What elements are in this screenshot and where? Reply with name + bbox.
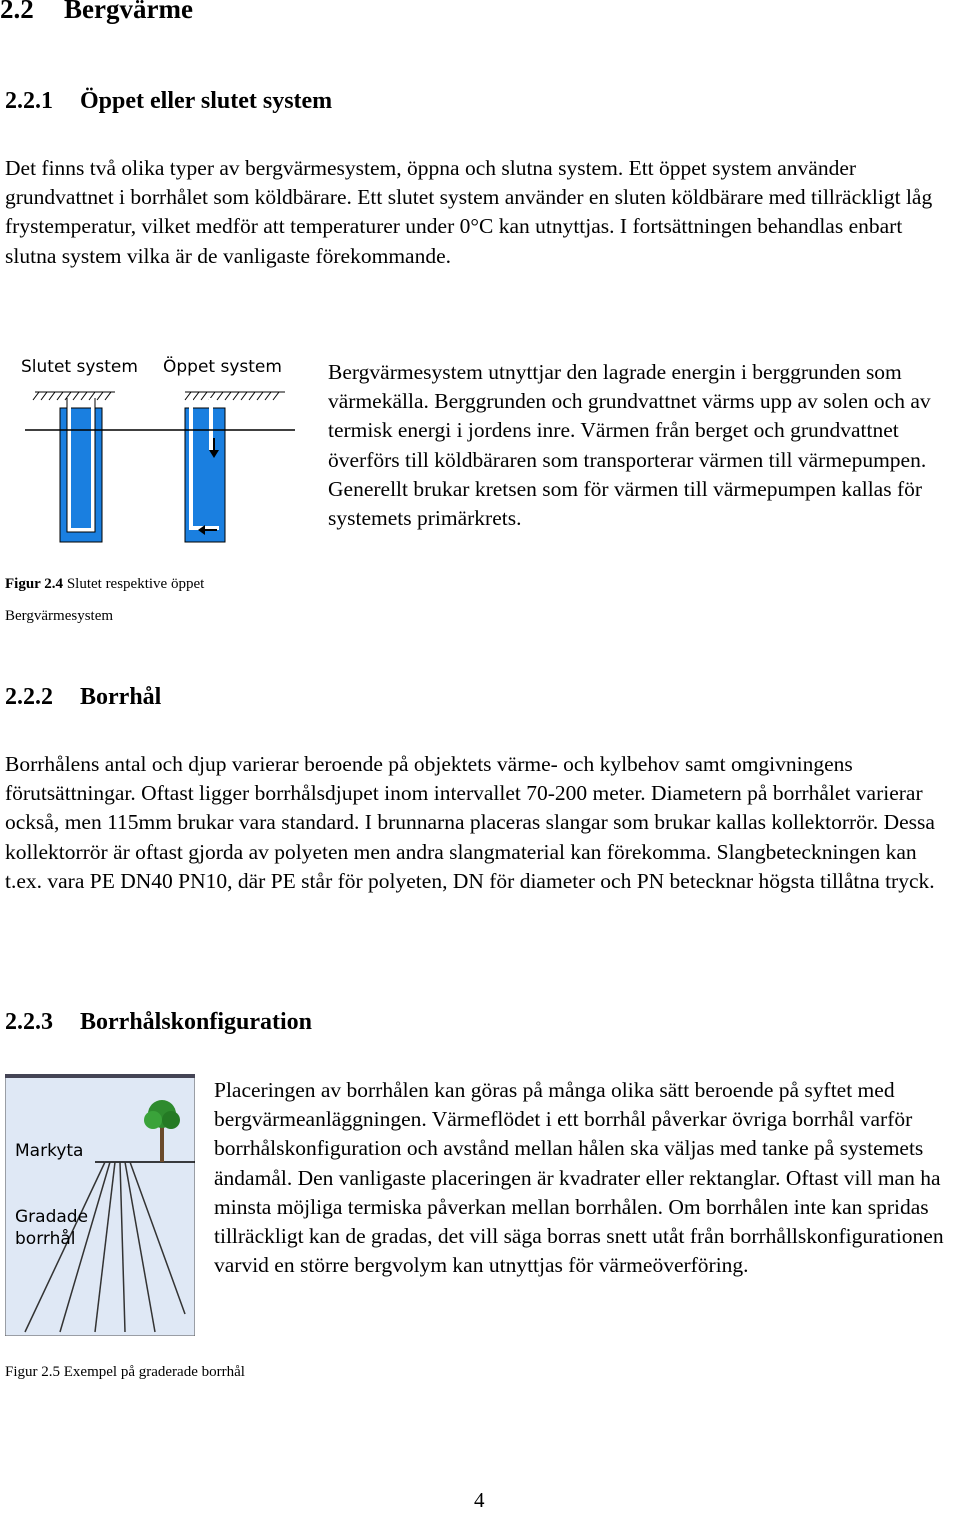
borehole-diagram: [5, 350, 307, 546]
figure-angled-boreholes: [5, 1074, 195, 1336]
caption-figure-2-5: Figur 2.5 Exempel på graderade borrhål: [5, 1364, 245, 1380]
paragraph-open-closed: Det finns två olika typer av bergvärmesystem, öppna och slutna system. Ett öppet system använder grundvattnet i borrhålet som köldbärare. Ett slutet system använder en sluten köldbärare med tillräckligt låg frystemperatur, vilket medför att temperaturer under 0°C kan utnyttjas. I fortsättningen behandlas enbart slutna system vilka är de vanligaste förekommande.: [5, 156, 933, 268]
figure-closed-open-system: [5, 350, 307, 546]
subsection-number: 2.2.2: [5, 684, 53, 710]
paragraph-boreholes: Borrhålens antal och djup varierar beroende på objektets värme- och kylbehov samt omgivningens förutsättningar. Oftast ligger borrhålsdjupet inom intervallet 70-200 meter. Diametern på borrhålet varierar också, men 115mm brukar vara standard. I brunnarna placeras slangar som brukar kallas kollektorrör. Dessa kollektorrör är oftast gjorda av polyeten men andra slangmaterial kan förekomma. Slangbeteckningen kan t.ex. vara PE DN40 PN10, där PE står för polyeten, DN för diameter och PN betecknar högsta tillåtna tryck.: [5, 752, 935, 893]
subsection-number: 2.2.3: [5, 1009, 53, 1035]
section-title: Bergvärme: [64, 0, 193, 24]
page-number: 4: [474, 1488, 485, 1512]
subsection-title: Borrhålskonfiguration: [80, 1009, 313, 1035]
subsection-number: 2.2.1: [5, 88, 53, 114]
label-surface: Markyta: [15, 1141, 84, 1161]
label-closed-system: Slutet system: [21, 357, 138, 377]
tree-trunk: [160, 1126, 164, 1162]
subsection-heading-2-2-1: [5, 88, 332, 115]
subsection-heading-2-2-2: [5, 684, 161, 711]
caption-text: Slutet respektive öppet: [63, 576, 205, 592]
caption-figure-2-4: [5, 568, 305, 632]
label-open-system: Öppet system: [163, 357, 282, 377]
label-angled-1: Gradade: [15, 1207, 89, 1227]
subsection-title: Borrhål: [80, 684, 162, 710]
closed-borehole: [60, 408, 102, 542]
caption-text-line2: Bergvärmesystem: [5, 608, 114, 624]
angled-borehole-diagram: [5, 1074, 195, 1336]
section-heading: [0, 0, 193, 25]
label-angled-2: borrhål: [15, 1229, 76, 1249]
paragraph-configuration: Placeringen av borrhålen kan göras på många olika sätt beroende på syftet med bergvärmeanläggningen. Värmeflödet i ett borrhål påverkar övriga borrhål varför borrhålskonfiguration och avstånd mellan hålen ska väljas med tanke på systemets ändamål. Den vanligaste placeringen är kvadrater eller rektanglar. Oftast vill man ha minsta möjliga termiska påverkan mellan borrhålen. Om borrhålen inte kan spridas tillräckligt kan de gradas, det vill säga borras snett utåt från borrhållskonfigurationen varvid en större bergvolym kan utnyttjas för värmeöverföring.: [214, 1078, 944, 1278]
subsection-title: Öppet eller slutet system: [80, 88, 333, 114]
subsection-heading-2-2-3: [5, 1009, 312, 1036]
caption-label: Figur 2.4: [5, 576, 64, 592]
paragraph-figure-2-4: Bergvärmesystem utnyttjar den lagrade energin i berggrunden som värmekälla. Berggrunden och grundvattnet värms upp av solen och av termisk energi i jordens inre. Värmen från berget och grundvattnet överförs till köldbäraren som transporterar värmen till värmepumpen. Generellt brukar kretsen som för värmen till värmepumpen kallas för systemets primärkrets.: [328, 360, 931, 531]
section-number: 2.2: [0, 0, 34, 24]
